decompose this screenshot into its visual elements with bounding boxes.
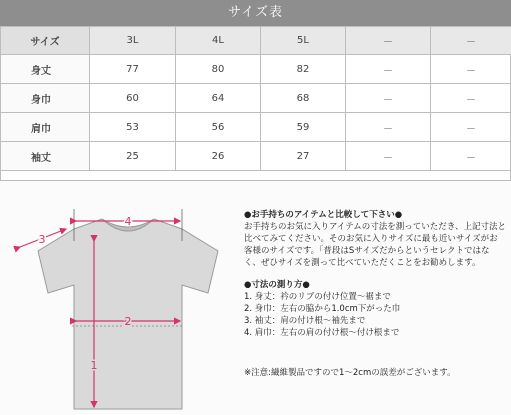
list-item: 3. 袖丈：肩の付け根～袖先まで xyxy=(244,316,366,326)
table-row xyxy=(1,113,511,142)
label-1: 1 xyxy=(90,359,98,372)
compare-heading: ●お手持ちのアイテムと比較して下さい● xyxy=(244,210,403,220)
header-cell: 5L xyxy=(261,27,346,55)
row-label: 身巾 xyxy=(1,84,90,113)
row-label: 袖丈 xyxy=(1,142,90,171)
header-cell: － xyxy=(431,27,511,55)
header-cell: － xyxy=(346,27,431,55)
table-cell: － xyxy=(346,113,431,142)
row-label: 肩巾 xyxy=(1,113,90,142)
label-3: 3 xyxy=(38,233,46,246)
table-cell: － xyxy=(431,55,511,84)
table-cell: － xyxy=(346,55,431,84)
row-label: 身丈 xyxy=(1,55,90,84)
size-chart-title: サイズ表 xyxy=(0,0,511,26)
caution-note: ※注意:繊維製品ですので1～2cmの誤差がございます。 xyxy=(244,368,456,378)
header-cell: 3L xyxy=(90,27,176,55)
table-row xyxy=(1,84,511,113)
table-cell: 60 xyxy=(90,84,176,113)
list-item: 1. 身丈：衿のリブの付け位置～裾まで xyxy=(244,292,391,302)
compare-text: お手持ちのお気に入りアイテムの寸法を測っていただき、上記寸法と比べてみてください。そのお気に入りサイズに最も近いサイズがお客様のサイズです。「普段はSサイズだからというセレクトではなく、ぜひサイズを測って比べていただくことをお勧めします。 xyxy=(244,222,506,268)
table-cell: － xyxy=(346,142,431,171)
list-item: 4. 肩巾：左右の肩の付け根～付け根まで xyxy=(244,328,400,338)
tshirt-diagram xyxy=(0,181,240,415)
table-cell: 59 xyxy=(261,113,346,142)
list-item: 2. 身巾：左右の脇から1.0cm下がった巾 xyxy=(244,304,401,314)
table-cell: － xyxy=(431,142,511,171)
header-cell: 4L xyxy=(176,27,261,55)
label-2: 2 xyxy=(124,315,132,328)
table-cell: － xyxy=(431,84,511,113)
table-cell: 25 xyxy=(90,142,176,171)
table-cell: 80 xyxy=(176,55,261,84)
size-table xyxy=(0,26,511,171)
label-4: 4 xyxy=(124,215,132,228)
measurement-guide xyxy=(0,180,511,415)
measurement-notes xyxy=(244,209,506,379)
table-cell: 56 xyxy=(176,113,261,142)
table-cell: 26 xyxy=(176,142,261,171)
table-cell: 77 xyxy=(90,55,176,84)
table-row xyxy=(1,55,511,84)
table-cell: 53 xyxy=(90,113,176,142)
table-cell: － xyxy=(431,113,511,142)
size-table-header-row xyxy=(1,27,511,55)
table-cell: － xyxy=(346,84,431,113)
table-cell: 82 xyxy=(261,55,346,84)
table-row xyxy=(1,142,511,171)
measure-heading: ●寸法の測り方● xyxy=(244,280,310,290)
table-cell: 68 xyxy=(261,84,346,113)
tshirt-outline xyxy=(38,219,218,409)
table-cell: 64 xyxy=(176,84,261,113)
table-cell: 27 xyxy=(261,142,346,171)
header-cell: サイズ xyxy=(1,27,90,55)
measure-list xyxy=(244,291,506,339)
